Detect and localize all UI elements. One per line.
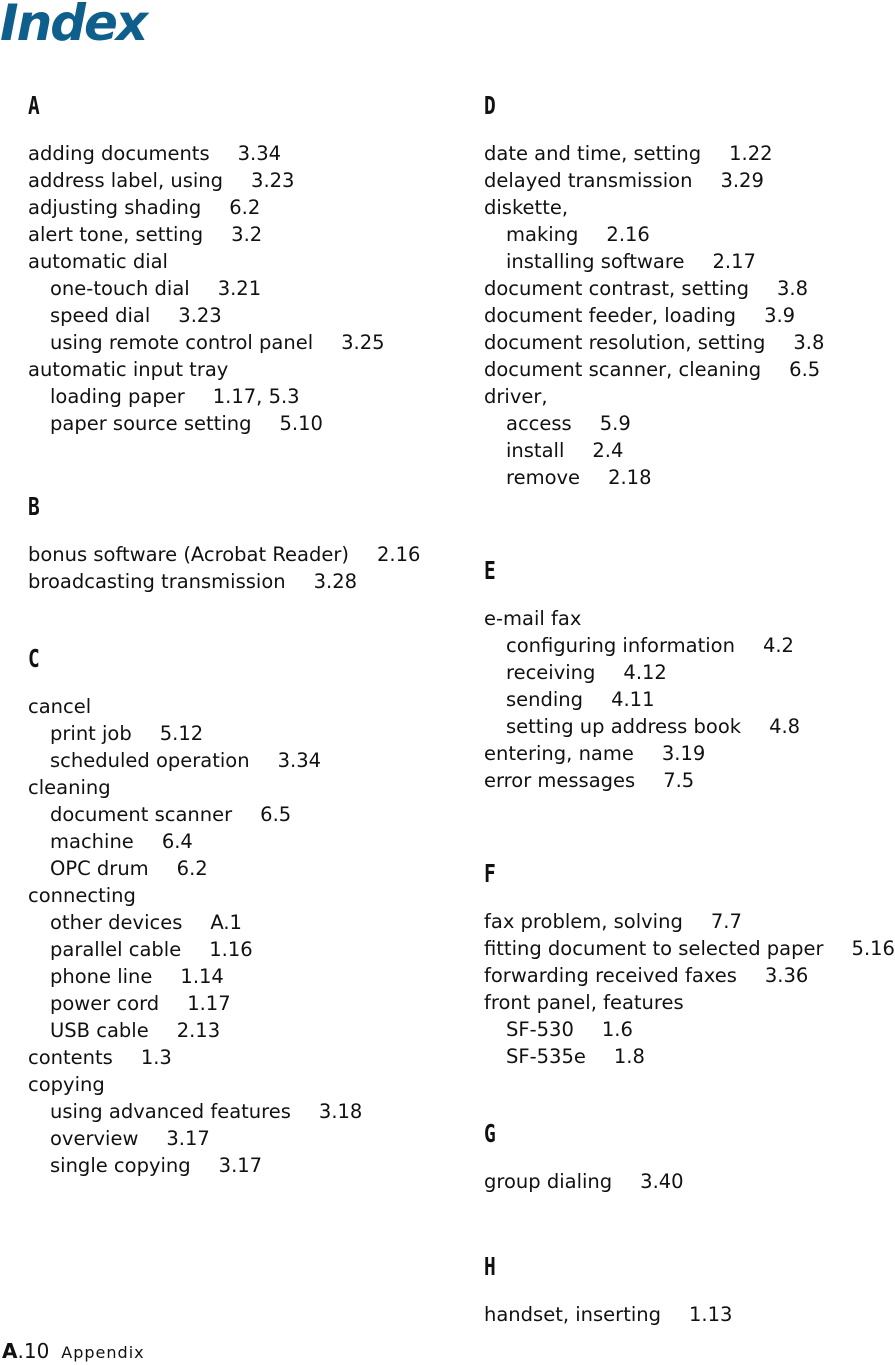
entry-text: driver, [484,385,548,408]
index-entry [484,1168,879,1195]
page-ref: 6.5 [260,803,292,826]
index-entry [28,356,448,383]
index-subentry [28,275,448,302]
page-ref: 3.28 [313,570,358,593]
index-column-right [484,88,895,1328]
index-entry [28,248,448,275]
page-ref: 3.25 [341,331,385,354]
section-letter: B [28,492,40,521]
index-section-c [28,641,448,1179]
page-ref: 2.16 [606,223,650,246]
footer-prefix: A [2,1339,18,1363]
page-ref: 3.18 [318,1100,363,1123]
entry-text: paper source setting [50,412,252,435]
entry-text: copying [28,1073,105,1096]
section-letter: G [484,1119,496,1148]
page-ref: 1.16 [209,938,253,961]
page-ref: 5.12 [159,722,204,745]
entry-text: install [506,439,565,462]
entry-text: fitting document to selected paper [484,937,824,960]
index-entry [484,740,879,767]
entry-text: automatic dial [28,250,168,273]
index-subentry [28,720,448,747]
page-ref: 1.17 [187,992,231,1015]
page-ref: 5.10 [279,412,323,435]
index-subentry [484,659,879,686]
page-title: Index [0,0,147,52]
page-ref: 3.23 [251,169,295,192]
index-subentry [28,1017,448,1044]
entry-text: e-mail fax [484,607,582,630]
page-ref: 2.18 [608,466,652,489]
entry-text: print job [50,722,132,745]
page-ref: 4.11 [611,688,655,711]
index-entry [484,989,879,1016]
index-entry [484,275,879,302]
index-section-f [484,856,895,1070]
index-section-b [28,489,448,595]
index-entry [28,693,448,720]
entry-text: loading paper [50,385,185,408]
entry-text: phone line [50,965,153,988]
entry-text: SF-530 [506,1018,574,1041]
index-subentry [484,686,879,713]
index-entry [484,194,879,221]
entry-text: setting up address book [506,715,742,738]
index-entry [484,167,879,194]
index-subentry [28,801,448,828]
index-subentry [484,410,879,437]
index-subentry [28,302,448,329]
page-ref: 3.9 [764,304,796,327]
index-entry [484,140,879,167]
page-ref: 1.6 [601,1018,633,1041]
page-ref: 3.2 [231,223,263,246]
entry-text: configuring information [506,634,735,657]
index-subentry [28,329,448,356]
section-letter: C [28,644,40,673]
entry-text: overview [50,1127,139,1150]
page-ref: 3.17 [166,1127,210,1150]
page-ref: 1.14 [180,965,224,988]
page-ref: 2.17 [712,250,756,273]
entry-text: using advanced features [50,1100,291,1123]
page-ref: 3.40 [640,1170,684,1193]
page-ref: 4.8 [769,715,801,738]
index-entry [28,541,448,568]
entry-text: installing software [506,250,685,273]
index-subentry [484,221,879,248]
entry-text: remove [506,466,581,489]
entry-text: date and time, setting [484,142,702,165]
index-subentry [28,936,448,963]
page-ref: 1.22 [729,142,773,165]
index-entry [28,774,448,801]
page-ref: 6.2 [229,196,261,219]
entry-text: cancel [28,695,92,718]
index-subentry [28,747,448,774]
index-entry [484,908,879,935]
page-ref: 6.2 [176,857,208,880]
index-entry [484,383,879,410]
index-subentry [28,1098,448,1125]
entry-text: forwarding received faxes [484,964,737,987]
page-ref: A.1 [210,911,242,934]
page-ref: 2.16 [376,543,421,566]
entry-text: alert tone, setting [28,223,204,246]
index-section-d [484,88,879,491]
section-letter: F [484,859,496,888]
index-subentry [28,909,448,936]
index-entry [28,882,448,909]
page-ref: 3.19 [661,742,706,765]
page-ref: 3.29 [720,169,764,192]
entry-text: contents [28,1046,113,1069]
index-subentry [484,1043,879,1070]
index-entry [484,1301,879,1328]
page-footer [2,1339,145,1363]
entry-text: adding documents [28,142,210,165]
entry-text: sending [506,688,584,711]
section-letter: H [484,1252,496,1281]
page-ref: 1.8 [613,1045,645,1068]
index-entry [28,221,448,248]
index-entry [484,302,879,329]
entry-text: broadcasting transmission [28,570,286,593]
page-ref: 4.2 [762,634,794,657]
section-letter: D [484,91,496,120]
entry-text: machine [50,830,134,853]
entry-text: document resolution, setting [484,331,766,354]
page-ref: 3.21 [217,277,262,300]
index-subentry [484,632,879,659]
section-letter: E [484,556,496,585]
index-column-left [28,88,448,1179]
page-ref: 1.13 [689,1303,733,1326]
index-subentry [28,1125,448,1152]
entry-text: group dialing [484,1170,613,1193]
page-ref: 4.12 [623,661,667,684]
entry-text: speed dial [50,304,151,327]
page-ref: 3.34 [237,142,282,165]
entry-text: single copying [50,1154,191,1177]
entry-text: one-touch dial [50,277,190,300]
index-section-g [484,1116,879,1195]
index-entry [484,767,879,794]
page-ref: 3.34 [277,749,322,772]
page-ref: 2.4 [592,439,624,462]
entry-text: address label, using [28,169,224,192]
index-entry [484,356,879,383]
index-subentry [484,1016,879,1043]
index-subentry [484,464,879,491]
page-ref: 6.5 [789,358,821,381]
entry-text: receiving [506,661,596,684]
index-entry [28,167,448,194]
index-entry [28,1071,448,1098]
entry-text: entering, name [484,742,634,765]
entry-text: cleaning [28,776,111,799]
entry-text: delayed transmission [484,169,693,192]
page-ref: 3.17 [218,1154,263,1177]
page-ref: 1.3 [140,1046,172,1069]
entry-text: document contrast, setting [484,277,750,300]
index-subentry [28,963,448,990]
page-ref: 2.13 [176,1019,221,1042]
entry-text: other devices [50,911,183,934]
index-subentry [28,828,448,855]
section-letter: A [28,91,40,120]
entry-text: fax problem, solving [484,910,683,933]
footer-page-number: .10 [17,1339,50,1363]
index-subentry [28,383,448,410]
index-entry [28,194,448,221]
page-ref: 3.8 [777,277,809,300]
entry-text: front panel, features [484,991,684,1014]
entry-text: document feeder, loading [484,304,737,327]
entry-text: error messages [484,769,636,792]
page-ref: 3.8 [793,331,825,354]
index-subentry [28,1152,448,1179]
entry-text: power cord [50,992,160,1015]
index-subentry [28,410,448,437]
index-section-a [28,88,448,437]
index-section-h [484,1249,879,1328]
entry-text: parallel cable [50,938,182,961]
index-entry [28,1044,448,1071]
entry-text: handset, inserting [484,1303,661,1326]
footer-section: Appendix [61,1343,145,1362]
entry-text: automatic input tray [28,358,229,381]
index-subentry [484,248,879,275]
index-entry [484,935,895,962]
entry-text: USB cable [50,1019,149,1042]
index-subentry [28,855,448,882]
entry-text: SF-535e [506,1045,586,1068]
page-ref: 1.17, 5.3 [212,385,300,408]
page-ref: 5.16 [851,937,895,960]
page-ref: 5.9 [599,412,631,435]
index-entry [484,605,879,632]
index-entry [484,329,879,356]
index-subentry [28,990,448,1017]
entry-text: making [506,223,579,246]
index-entry [28,568,448,595]
entry-text: bonus software (Acrobat Reader) [28,543,349,566]
entry-text: adjusting shading [28,196,202,219]
entry-text: access [506,412,572,435]
index-subentry [484,713,879,740]
page-ref: 7.7 [710,910,742,933]
entry-text: connecting [28,884,136,907]
page-ref: 7.5 [663,769,695,792]
page-ref: 3.23 [178,304,222,327]
index-subentry [484,437,879,464]
entry-text: document scanner [50,803,233,826]
page-ref: 6.4 [161,830,193,853]
index-section-e [484,553,879,794]
entry-text: using remote control panel [50,331,314,354]
entry-text: OPC drum [50,857,149,880]
page-ref: 3.36 [764,964,809,987]
entry-text: scheduled operation [50,749,250,772]
entry-text: diskette, [484,196,569,219]
index-entry [28,140,448,167]
index-entry [484,962,879,989]
entry-text: document scanner, cleaning [484,358,762,381]
